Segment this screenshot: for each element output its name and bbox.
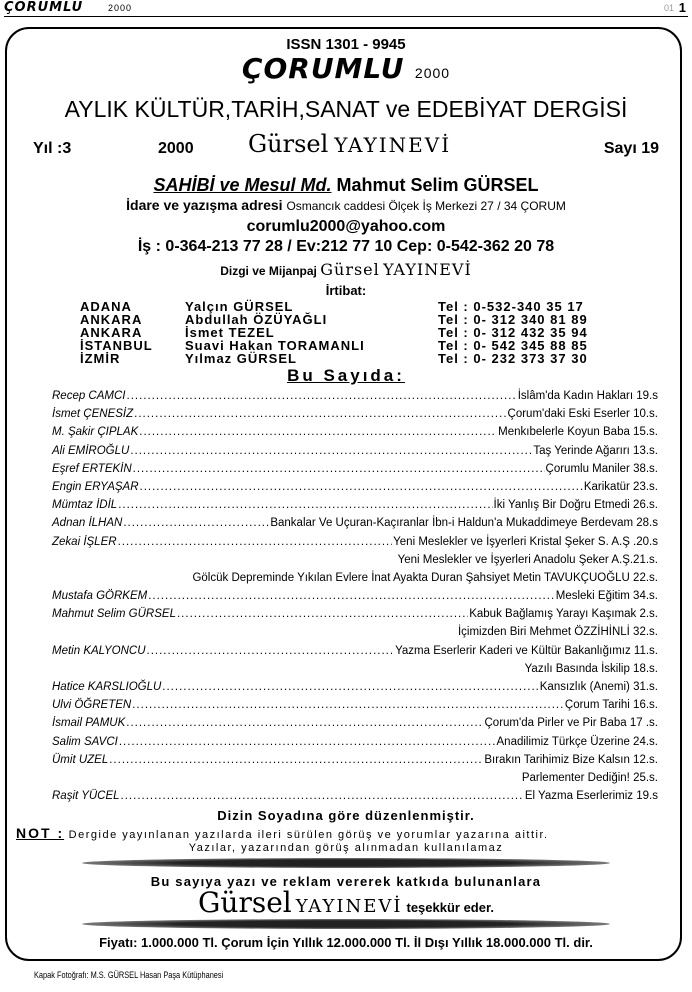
toc-article-title: Anadilimiz Türkçe Üzerine 24.s. — [496, 735, 658, 748]
thanks-text: teşekkür eder. — [406, 900, 494, 915]
notice-label: NOT : — [16, 825, 65, 841]
toc-leader-dots — [126, 717, 483, 729]
toc-entry — [52, 517, 658, 535]
toc-leader-dots — [118, 536, 393, 548]
decorative-banner-top — [82, 858, 610, 868]
thanks-publisher-suffix: YAYINEVİ — [295, 896, 403, 917]
magazine-title-year: 2000 — [414, 65, 451, 81]
toc-article-title: Yazılı Basında İskilip 18.s. — [524, 662, 658, 675]
toc-entry — [52, 554, 658, 572]
toc-entry — [52, 790, 658, 808]
toc-leader-dots — [140, 481, 583, 493]
notice-text: Dergide yayınlanan yazılarda ileri sürülen görüş ve yorumlar yazarına aittir. — [68, 829, 549, 841]
contact-city: ADANA — [80, 299, 132, 314]
notice-line-2: Yazılar, yazarından görüş alınmadan kullanılamaz — [188, 842, 504, 854]
toc-entry — [52, 572, 658, 590]
toc-author: Eşref ERTEKİN — [52, 462, 132, 475]
toc-author: İsmet ÇENESİZ — [52, 408, 134, 421]
contact-tel: Tel : 0-532-340 35 17 — [438, 299, 584, 314]
publisher-name: Gürsel — [248, 130, 329, 158]
address-label: İdare ve yazışma adresi — [126, 197, 283, 213]
owner-line — [0, 175, 692, 196]
publisher-logo — [248, 130, 451, 158]
toc-author: Hatice KARSLIOĞLU — [52, 681, 162, 693]
toc-article-title: Çorumlu Maniler 38.s. — [545, 462, 658, 475]
contact-city: İSTANBUL — [80, 338, 153, 353]
toc-entry — [52, 481, 658, 499]
owner-label: SAHİBİ ve Mesul Md. — [153, 175, 332, 195]
table-of-contents — [52, 390, 658, 808]
toc-author: Salim SAVCI — [52, 735, 118, 748]
toc-leader-dots — [119, 736, 496, 748]
toc-author: Ali EMİROĞLU — [52, 444, 130, 457]
toc-leader-dots — [132, 699, 564, 711]
toc-heading: Bu Sayıda: — [287, 366, 405, 385]
toc-leader-dots — [109, 754, 483, 766]
issue-year: 2000 — [158, 140, 194, 157]
contact-tel: Tel : 0- 312 432 35 94 — [438, 325, 588, 340]
toc-article-title: İçimizden Biri Mehmet ÖZZİHİNLİ 32.s. — [457, 626, 658, 639]
toc-entry — [52, 390, 658, 408]
toc-leader-dots — [162, 681, 538, 693]
cover-photo-credit: Kapak Fotoğrafı: M.S. GÜRSEL Hasan Paşa Kütüphanesi — [34, 970, 224, 980]
running-header — [4, 0, 688, 17]
toc-author: Mustafa GÖRKEM — [52, 590, 148, 603]
contact-name: İsmet TEZEL — [185, 325, 275, 340]
email: corumlu2000@yahoo.com — [246, 218, 446, 235]
toc-entry — [52, 663, 658, 681]
issn: ISSN 1301 - 9945 — [286, 36, 406, 53]
toc-article-title: Yeni Meslekler ve İşyerleri Anadolu Şeker A.Ş.21.s. — [397, 553, 658, 566]
address-line — [0, 197, 692, 213]
toc-leader-dots — [134, 408, 506, 420]
toc-article-title: Bankalar Ve Uçuran-Kaçıranlar İbn-i Haldun'a Mukaddimeye Berdevam 28.s — [270, 517, 658, 530]
publisher-suffix: YAYINEVİ — [334, 133, 452, 157]
contact-city: ANKARA — [80, 325, 143, 340]
toc-article-title: Gölcük Depreminde Yıkılan Evlere İnat Ayakta Duran Şahsiyet Metin TAVUKÇUOĞLU 22.s. — [192, 571, 658, 584]
dizgi-line — [0, 260, 692, 279]
toc-leader-dots — [130, 445, 532, 457]
notice-line — [16, 825, 549, 841]
contact-name: Yılmaz GÜRSEL — [185, 351, 297, 366]
toc-entry — [52, 717, 658, 735]
contact-name: Yalçın GÜRSEL — [185, 299, 294, 314]
toc-leader-dots — [148, 590, 555, 602]
contact-name: Abdullah ÖZÜYAĞLI — [185, 312, 328, 327]
toc-leader-dots — [127, 390, 517, 402]
toc-leader-dots — [121, 790, 524, 802]
toc-author: Mümtaz İDİL — [52, 499, 118, 512]
toc-entry — [52, 736, 658, 754]
toc-leader-dots — [123, 517, 269, 529]
toc-article-title: İki Yanlış Bir Doğru Etmedi 26.s. — [493, 499, 658, 512]
owner-name: Mahmut Selim GÜRSEL — [336, 175, 539, 195]
toc-article-title: Menkıbelerle Koyun Baba 15.s. — [498, 426, 658, 439]
toc-entry — [52, 463, 658, 481]
toc-article-title: İslâm'da Kadın Hakları 19.s — [517, 390, 658, 402]
toc-leader-dots — [147, 645, 395, 657]
contact-tel: Tel : 0- 542 345 88 85 — [438, 338, 588, 353]
contact-row — [80, 325, 640, 338]
contact-city: ANKARA — [80, 312, 143, 327]
toc-entry — [52, 445, 658, 463]
toc-entry — [52, 608, 658, 626]
toc-author: İsmail PAMUK — [52, 717, 126, 730]
contact-name: Suavi Hakan TORAMANLI — [185, 338, 365, 353]
contact-tel: Tel : 0- 312 340 81 89 — [438, 312, 588, 327]
toc-article-title: Çorum Tarihi 16.s. — [564, 699, 658, 712]
toc-article-title: Çorum'da Pirler ve Pir Baba 17 .s. — [484, 717, 658, 730]
address-value: Osmancık caddesi Ölçek İş Merkezi 27 / 34 ÇORUM — [286, 199, 566, 213]
toc-entry — [52, 626, 658, 644]
issue-number: Sayı 19 — [603, 140, 659, 157]
contact-city: İZMİR — [80, 351, 121, 366]
decorative-banner-bottom — [82, 919, 610, 929]
thanks-publisher-name: Gürsel — [198, 886, 292, 919]
toc-author: Adnan İLHAN — [52, 517, 123, 530]
toc-entry — [52, 536, 658, 554]
toc-entry — [52, 499, 658, 517]
toc-entry — [52, 426, 658, 444]
contact-row — [80, 338, 640, 351]
toc-leader-dots — [118, 499, 492, 511]
toc-author: Zekai İŞLER — [52, 535, 117, 548]
toc-author: M. Şakir ÇIPLAK — [52, 426, 139, 439]
header-year: 2000 — [108, 3, 133, 13]
price-line: Fiyatı: 1.000.000 Tl. Çorum İçin Yıllık 12.000.000 Tl. İl Dışı Yıllık 18.000.000 Tl. dir. — [99, 935, 593, 950]
page-number: 1 — [678, 0, 686, 15]
toc-leader-dots — [133, 463, 545, 475]
toc-article-title: Parlementer Dediğin! 25.s. — [521, 771, 658, 784]
dizgi-label: Dizgi ve Mijanpaj — [220, 264, 317, 278]
magazine-title — [0, 52, 692, 85]
toc-author: Ümit UZEL — [52, 753, 109, 766]
toc-entry — [52, 681, 658, 699]
toc-author: Raşit YÜCEL — [52, 790, 120, 803]
toc-article-title: Taş Yerinde Ağarırı 13.s. — [533, 444, 658, 457]
toc-entry — [52, 408, 658, 426]
toc-article-title: Kabuk Bağlamış Yarayı Kaşımak 2.s. — [469, 608, 658, 621]
toc-author: Ulvi ÖĞRETEN — [52, 699, 132, 712]
contact-row — [80, 299, 640, 312]
magazine-subtitle: AYLIK KÜLTÜR,TARİH,SANAT ve EDEBİYAT DERGİSİ — [64, 96, 628, 122]
toc-author: Engin ERYAŞAR — [52, 480, 139, 493]
dizgi-publisher-suffix: YAYINEVİ — [383, 260, 472, 279]
toc-article-title: Yeni Meslekler ve İşyerleri Kristal Şeker S. A.Ş .20.s — [393, 535, 658, 548]
toc-entry — [52, 645, 658, 663]
toc-article-title: Bırakın Tarihimiz Bize Kalsın 12.s. — [484, 753, 658, 766]
toc-entry — [52, 590, 658, 608]
thanks-line — [0, 886, 692, 919]
header-page-corner: 01 — [663, 3, 674, 13]
toc-article-title: Çorum'daki Eski Eserler 10.s. — [507, 408, 658, 421]
contact-tel: Tel : 0- 232 373 37 30 — [438, 351, 588, 366]
toc-entry — [52, 754, 658, 772]
toc-article-title: El Yazma Eserlerimiz 19.s — [524, 790, 658, 803]
toc-article-title: Karikatür 23.s. — [583, 480, 658, 493]
contact-row — [80, 312, 640, 325]
toc-entry — [52, 772, 658, 790]
volume: Yıl :3 — [33, 140, 72, 157]
sort-note: Dizin Soyadına göre düzenlenmiştir. — [217, 808, 475, 823]
contact-list — [80, 299, 640, 364]
toc-leader-dots — [177, 608, 468, 620]
support-line: Bu sayıya yazı ve reklam vererek katkıda bulunanlara — [150, 874, 542, 889]
contact-row — [80, 351, 640, 364]
toc-article-title: Mesleki Eğitim 34.s. — [555, 590, 658, 603]
magazine-title-text: ÇORUMLU — [241, 52, 405, 85]
toc-author: Recep CAMCI — [52, 390, 126, 402]
dizgi-publisher-name: Gürsel — [320, 260, 380, 279]
irtibat-label: İrtibat: — [325, 283, 367, 298]
phones: İş : 0-364-213 77 28 / Ev:212 77 10 Cep: 0-542-362 20 78 — [137, 238, 555, 255]
toc-author: Metin KALYONCU — [52, 644, 146, 657]
toc-article-title: Kansızlık (Anemi) 31.s. — [539, 681, 658, 693]
toc-author: Mahmut Selim GÜRSEL — [52, 608, 176, 621]
header-logo: ÇORUMLU — [4, 0, 84, 15]
toc-leader-dots — [139, 426, 497, 438]
toc-article-title: Yazma Eserlerir Kaderi ve Kültür Bakanlığımız 11.s. — [395, 644, 658, 657]
toc-entry — [52, 699, 658, 717]
